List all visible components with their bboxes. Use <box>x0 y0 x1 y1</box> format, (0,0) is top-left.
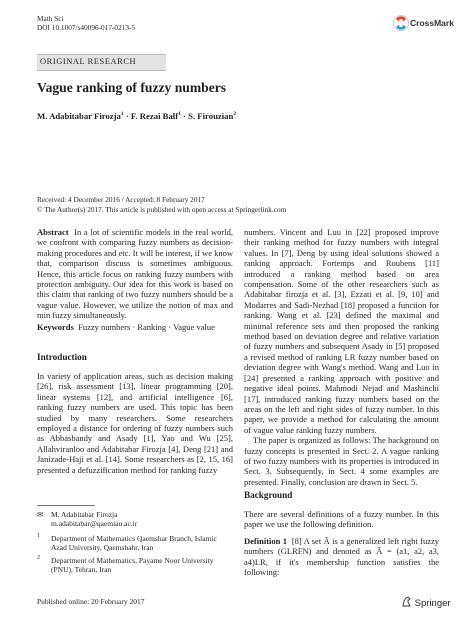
springer-logo <box>401 596 451 609</box>
copyright-line: © The Author(s) 2017. This article is published with open access at Springerlink.com <box>37 204 287 214</box>
article-type: ORIGINAL RESEARCH <box>40 57 137 66</box>
received-accepted: Received: 4 December 2016 / Accepted: 8 February 2017 <box>37 195 205 204</box>
introduction-paragraph <box>37 371 233 475</box>
introduction-heading: Introduction <box>37 352 87 362</box>
author-separator: · <box>125 111 129 121</box>
corresponding-email[interactable]: m.adabitabar@qaemiau.ac.ir <box>51 519 138 529</box>
keywords-label: Keywords <box>37 322 74 332</box>
springer-horse-icon <box>401 596 412 607</box>
affiliation-2 <box>37 556 233 575</box>
affiliation-text: Department of Mathematics, Payame Noor University (PNU), Tehran, Iran <box>51 556 214 575</box>
abstract-text: In a lot of scientific models in the real world, we confront with comparing fuzzy numbers as decision-making procedures and etc. It will be interest, if we know that, comparison discuss is sometimes ambiguous. Hence, this article focus on ranking fuzzy numbers with protection ambiguity. Our idea for this work is based on this claim that ranking of two fuzzy numbers should be a vague value. However, we utilize the notion of max and min fuzzy simultaneously. <box>37 227 233 321</box>
author-affiliation: 1 <box>178 111 181 118</box>
publisher-name: Springer <box>414 598 451 609</box>
author-name: M. Adabitabar Firozja <box>37 111 121 121</box>
definition-label: Definition 1 <box>244 535 288 546</box>
crossmark-icon <box>393 14 409 32</box>
footnote-rule <box>37 505 95 506</box>
background-paragraph: There are several definitions of a fuzzy number. In this paper we use the following definition. <box>244 509 439 530</box>
paper-title: Vague ranking of fuzzy numbers <box>37 80 227 95</box>
organization-paragraph: The paper is organized as follows: The background on fuzzy concepts is presented in Sect. 2. A vague ranking of two fuzzy numbers with its properties is introduced in Sect. 3. Subsequently, in Sect. 4 some examples are presented. Finally, conclusion are drawn in Sect. 5. <box>244 435 439 487</box>
affiliation-number: 1 <box>37 533 40 539</box>
corresponding-author <box>37 510 233 529</box>
journal-name: Math Sci <box>37 14 64 23</box>
author-list <box>37 111 236 121</box>
keywords-text: Fuzzy numbers · Ranking · Vague value <box>78 322 215 332</box>
author-name: S. Firouzian <box>188 111 234 121</box>
author-affiliation: 1 <box>120 111 124 118</box>
crossmark-label: CrossMark <box>410 18 454 28</box>
corresponding-name: M. Adabitabar Firozja <box>51 510 118 519</box>
article-type-band <box>37 54 166 71</box>
abstract-label: Abstract <box>37 227 69 237</box>
affiliation-text: Department of Mathematics Qaemshar Branch, Islamic Azad University, Qaemshahr, Iran <box>51 534 217 553</box>
background-heading: Background <box>244 490 293 500</box>
right-column-text <box>244 227 439 487</box>
article-dates <box>37 195 286 214</box>
background-text <box>244 509 439 577</box>
published-online: Published online: 20 February 2017 <box>37 597 145 606</box>
author-affiliation: 2 <box>233 111 237 118</box>
crossmark-badge[interactable] <box>393 14 465 34</box>
keywords <box>37 322 233 332</box>
intro-continued: numbers. Vincent and Luu in [22] proposed improve their ranking method for fuzzy numbers with integral values. In [7], Deng by using ideal solutions showed a ranking approach. Fortemps and Roubens [11] introduced a ranking method based on area compensation. Some of the other researchers such as Adabitabar firozja et al. [3], Ezzati et al. [9, 10] and Modarres and Sadi-Nezhad [18] proposed a function for ranking. Wang et al. [23] defined the maximal and minimal reference sets and then proposed the ranking method based on deviation degree and relative variation of fuzzy numbers and subsequent Asady in [5] proposed a revised method of ranking LR fuzzy number based on deviation degree with Wang's method. Wang and Luo in [24] presented a ranking approach with positive and negative ideal points. Mahmodi Nejad and Mashinchi [17], introduced ranking fuzzy numbers based on the areas on the left and right sides of fuzzy number. In this paper, we provide a method for calculating the amount of vague value ranking fuzzy numbers. <box>244 227 439 435</box>
abstract <box>37 227 233 321</box>
envelope-icon: ✉ <box>37 510 44 519</box>
author-name: F. Rezai Balf <box>130 111 179 121</box>
doi: DOI 10.1007/s40096-017-0213-5 <box>37 23 136 32</box>
affiliation-1 <box>37 534 233 553</box>
author-separator: · <box>183 111 186 121</box>
affiliation-number: 2 <box>37 555 40 561</box>
introduction-text: In variety of application areas, such as decision making [26], risk assessment [13], linear programming [20], linear systems [12], and artificial intelligence [6], ranking fuzzy numbers are used. This topic has been studied by many researchers. Some researchers employed a distance for ordering of fuzzy numbers such as Abbasbandy and Asady [1], Yao and Wu [25], Allahviranloo and Adabitabar Firozja [4], Deng [21] and Janizade-Haji et al. [14]. Some researchers as [2, 15, 16] presented a defuzzification method for ranking fuzzy <box>37 371 233 475</box>
definition-text: [8] A set Ã is a generalized left right fuzzy numbers (GLRFN) and denoted as Ã = (a1, a2, a3, a4)LR, if it's membership function satisfies the following: <box>244 535 439 578</box>
